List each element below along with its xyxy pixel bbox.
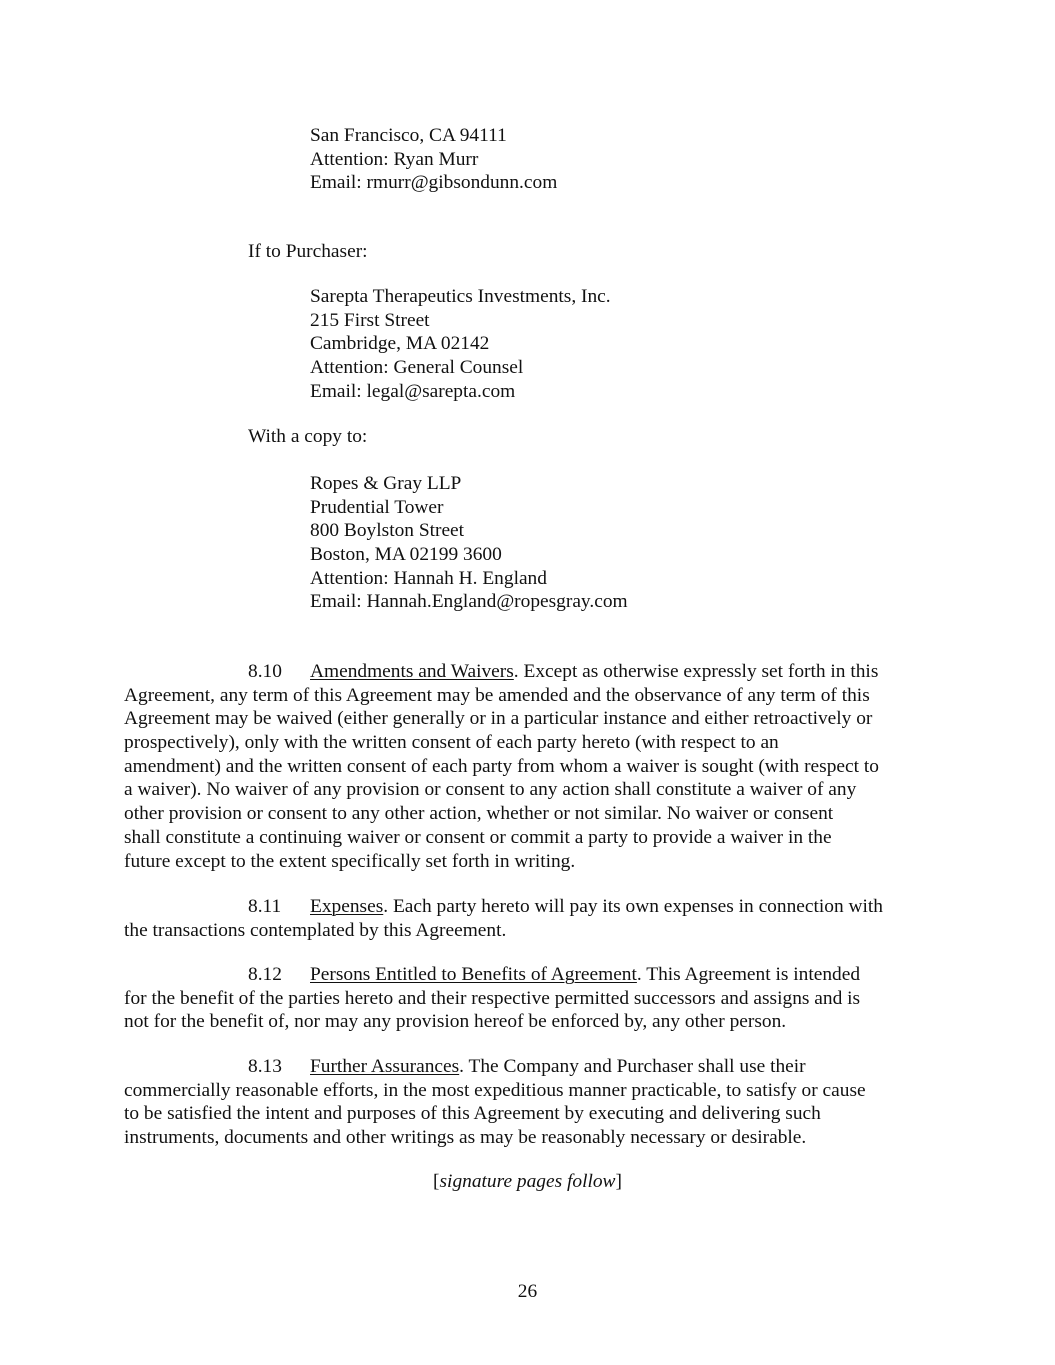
- address-line: Ropes & Gray LLP: [310, 473, 462, 494]
- section-text: . This Agreement is intended: [636, 964, 861, 985]
- section-8-11: [124, 895, 934, 942]
- address-line: Attention: General Counsel: [310, 357, 524, 379]
- purchaser-address: [310, 285, 611, 403]
- section-number: 8.13: [248, 1056, 282, 1077]
- section-title: Amendments and Waivers: [310, 661, 514, 682]
- address-line: Cambridge, MA 02142: [310, 333, 490, 355]
- section-line: to be satisfied the intent and purposes of this Agreement by executing and delivering such: [124, 1103, 821, 1125]
- section-line: the transactions contemplated by this Agreement.: [124, 919, 507, 941]
- copy-to-heading: With a copy to:: [248, 426, 368, 447]
- notice-address-top: [310, 124, 557, 195]
- section-8-12: [124, 963, 934, 1034]
- section-line: other provision or consent to any other action, whether or not similar. No waiver or consent: [124, 803, 834, 825]
- section-text: . Each party hereto will pay its own expenses in connection with: [383, 896, 883, 917]
- section-number: 8.10: [248, 661, 282, 682]
- section-title: Expenses: [310, 896, 384, 917]
- section-text: . The Company and Purchaser shall use their: [459, 1056, 806, 1077]
- address-line: Email: rmurr@gibsondunn.com: [310, 172, 558, 194]
- address-line: Email: legal@sarepta.com: [310, 380, 516, 402]
- section-text: . Except as otherwise expressly set forth in this: [513, 661, 879, 682]
- section-line: future except to the extent specifically set forth in writing.: [124, 850, 576, 872]
- section-line: a waiver). No waiver of any provision or consent to any action shall constitute a waiver of any: [124, 779, 857, 801]
- section-number: 8.11: [248, 896, 282, 917]
- section-line: Agreement may be waived (either generally or in a particular instance and either retroactively or: [124, 708, 873, 730]
- address-line: 800 Boylston Street: [310, 520, 465, 542]
- address-line: Prudential Tower: [310, 496, 444, 518]
- address-line: Boston, MA 02199 3600: [310, 544, 502, 566]
- section-8-13: [124, 1055, 934, 1150]
- address-line: Attention: Hannah H. England: [310, 567, 547, 589]
- address-line: Email: Hannah.England@ropesgray.com: [310, 591, 628, 613]
- section-line: Agreement, any term of this Agreement may be amended and the observance of any term of this: [124, 684, 870, 706]
- page-number: 26: [517, 1281, 538, 1302]
- address-line: Sarepta Therapeutics Investments, Inc.: [310, 286, 611, 307]
- section-line: amendment) and the written consent of each party from whom a waiver is sought (with respect to: [124, 755, 879, 777]
- signature-note-text: signature pages follow: [439, 1171, 616, 1192]
- section-title: Persons Entitled to Benefits of Agreement: [310, 964, 637, 985]
- section-number: 8.12: [248, 964, 282, 985]
- section-8-10: [124, 660, 934, 873]
- section-line: prospectively), only with the written consent of each party hereto (with respect to an: [124, 732, 779, 754]
- address-line: San Francisco, CA 94111: [310, 125, 507, 146]
- section-title: Further Assurances: [310, 1056, 460, 1077]
- section-line: commercially reasonable efforts, in the most expeditious manner practicable, to satisfy or cause: [124, 1079, 866, 1101]
- section-line: not for the benefit of, nor may any provision hereof be enforced by, any other person.: [124, 1011, 787, 1033]
- bracket-close: ]: [615, 1171, 622, 1192]
- bracket-open: [: [433, 1171, 440, 1192]
- section-line: for the benefit of the parties hereto and their respective permitted successors and assigns and is: [124, 987, 861, 1009]
- section-line: shall constitute a continuing waiver or consent or commit a party to provide a waiver in the: [124, 826, 832, 848]
- purchaser-heading: If to Purchaser:: [248, 241, 368, 262]
- address-line: 215 First Street: [310, 309, 430, 331]
- section-line: instruments, documents and other writings as may be reasonably necessary or desirable.: [124, 1127, 807, 1149]
- signature-pages-note: [0, 1170, 1055, 1194]
- address-line: Attention: Ryan Murr: [310, 148, 479, 170]
- copy-to-address: [310, 472, 628, 614]
